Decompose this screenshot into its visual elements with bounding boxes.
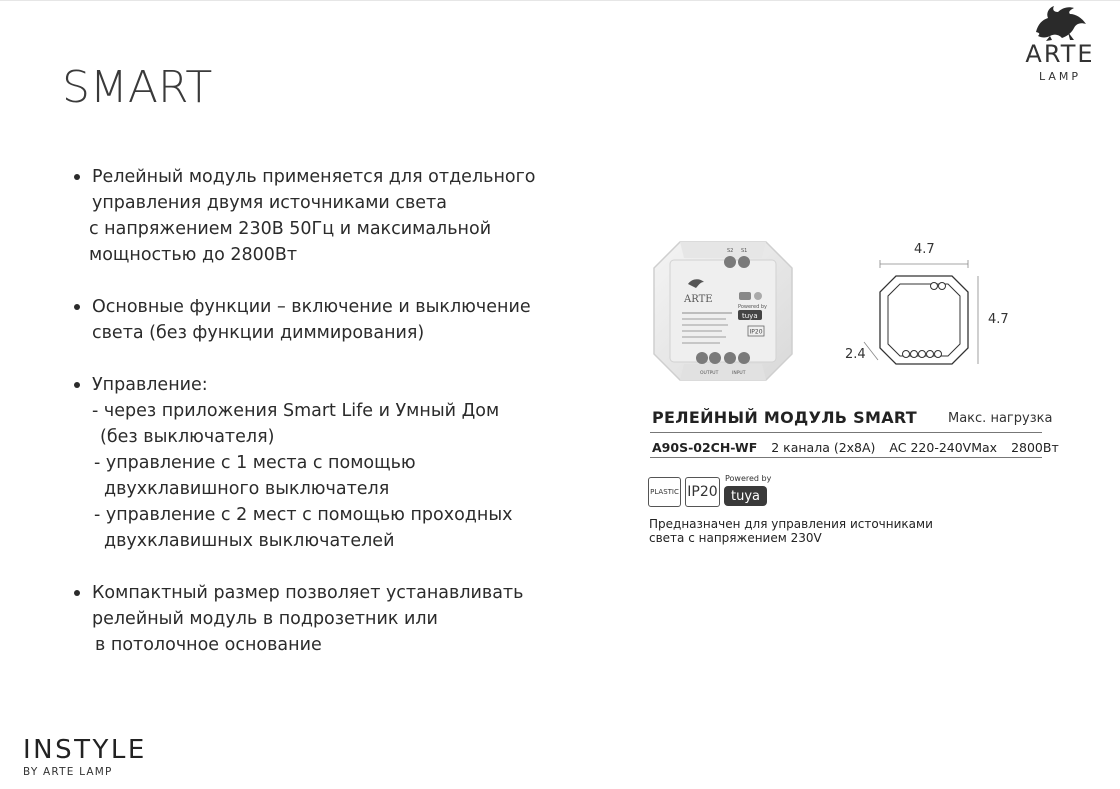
feature-bullet bbox=[72, 164, 572, 268]
feature-line: - управление с 1 места с помощью bbox=[94, 453, 416, 473]
module-output-label: OUTPUT bbox=[700, 371, 719, 376]
spec-row bbox=[652, 440, 1069, 455]
dim-height: 4.7 bbox=[988, 312, 1009, 327]
description-line: Предназначен для управления источниками bbox=[649, 517, 933, 531]
spec-bottom-rule bbox=[650, 457, 1042, 458]
feature-line: Управление: bbox=[92, 375, 208, 395]
feature-line: управления двумя источниками света bbox=[92, 193, 447, 213]
product-title: РЕЛЕЙНЫЙ МОДУЛЬ SMART bbox=[652, 408, 918, 427]
feature-bullet bbox=[72, 372, 572, 554]
feature-line: релейный модуль в подрозетник или bbox=[92, 609, 438, 629]
feature-bullet bbox=[72, 580, 572, 658]
module-powered-by: Powered by bbox=[738, 304, 767, 310]
terminal-label-s2: S2 bbox=[727, 248, 734, 254]
brand-name: ARTE bbox=[1025, 40, 1095, 68]
dim-depth: 2.4 bbox=[845, 347, 866, 362]
feature-line: в потолочное основание bbox=[95, 635, 322, 655]
spec-max-load: 2800Вт bbox=[1011, 440, 1059, 455]
feature-line: двухклавишного выключателя bbox=[104, 479, 390, 499]
feature-bullet bbox=[72, 294, 572, 346]
top-divider bbox=[0, 0, 1120, 1]
spec-top-rule bbox=[650, 432, 1042, 433]
module-input-label: INPUT bbox=[732, 371, 746, 376]
feature-line: - управление с 2 мест с помощью проходных bbox=[94, 505, 513, 525]
tuya-powered-by: Powered by bbox=[725, 474, 772, 483]
spec-voltage: AC 220-240VMax bbox=[889, 440, 998, 455]
description-line: света с напряжением 230V bbox=[649, 531, 822, 545]
footer-brand-name: INSTYLE bbox=[23, 735, 147, 765]
feature-line: Релейный модуль применяется для отдельного bbox=[92, 167, 536, 187]
griffin-icon bbox=[1028, 2, 1090, 42]
feature-line: мощностью до 2800Вт bbox=[89, 245, 298, 265]
module-logo-text: ARTE bbox=[684, 294, 713, 305]
feature-line: с напряжением 230В 50Гц и максимальной bbox=[89, 219, 492, 239]
relay-module-image bbox=[652, 240, 794, 382]
module-ip: IP20 bbox=[749, 328, 763, 336]
module-tuya: tuya bbox=[742, 312, 758, 320]
spec-channels: 2 канала (2х8А) bbox=[771, 440, 876, 455]
plastic-badge: PLASTIC bbox=[648, 477, 681, 507]
feature-line: света (без функции диммирования) bbox=[92, 323, 425, 343]
ip20-badge: IP20 bbox=[685, 477, 720, 507]
instyle-logo bbox=[23, 735, 147, 778]
product-code: A90S-02CH-WF bbox=[652, 440, 758, 455]
brand-sub: LAMP bbox=[1038, 70, 1082, 83]
footer-brand-sub: BY ARTE LAMP bbox=[23, 766, 113, 778]
dimension-drawing bbox=[840, 236, 1020, 376]
feature-line: (без выключателя) bbox=[100, 427, 275, 447]
feature-line: - через приложения Smart Life и Умный Дом bbox=[92, 401, 500, 421]
arte-lamp-logo bbox=[1000, 0, 1120, 90]
dim-width: 4.7 bbox=[914, 242, 935, 257]
terminal-label-s1: S1 bbox=[741, 248, 748, 254]
product-description bbox=[649, 517, 933, 545]
page-title: SMART bbox=[62, 62, 213, 113]
feature-line: Основные функции – включение и выключение bbox=[92, 297, 531, 317]
tuya-logo: tuya bbox=[724, 486, 767, 506]
feature-list bbox=[72, 164, 572, 684]
max-load-header: Макс. нагрузка bbox=[948, 411, 1053, 426]
feature-line: Компактный размер позволяет устанавливать bbox=[92, 583, 524, 603]
feature-line: двухклавишных выключателей bbox=[104, 531, 395, 551]
